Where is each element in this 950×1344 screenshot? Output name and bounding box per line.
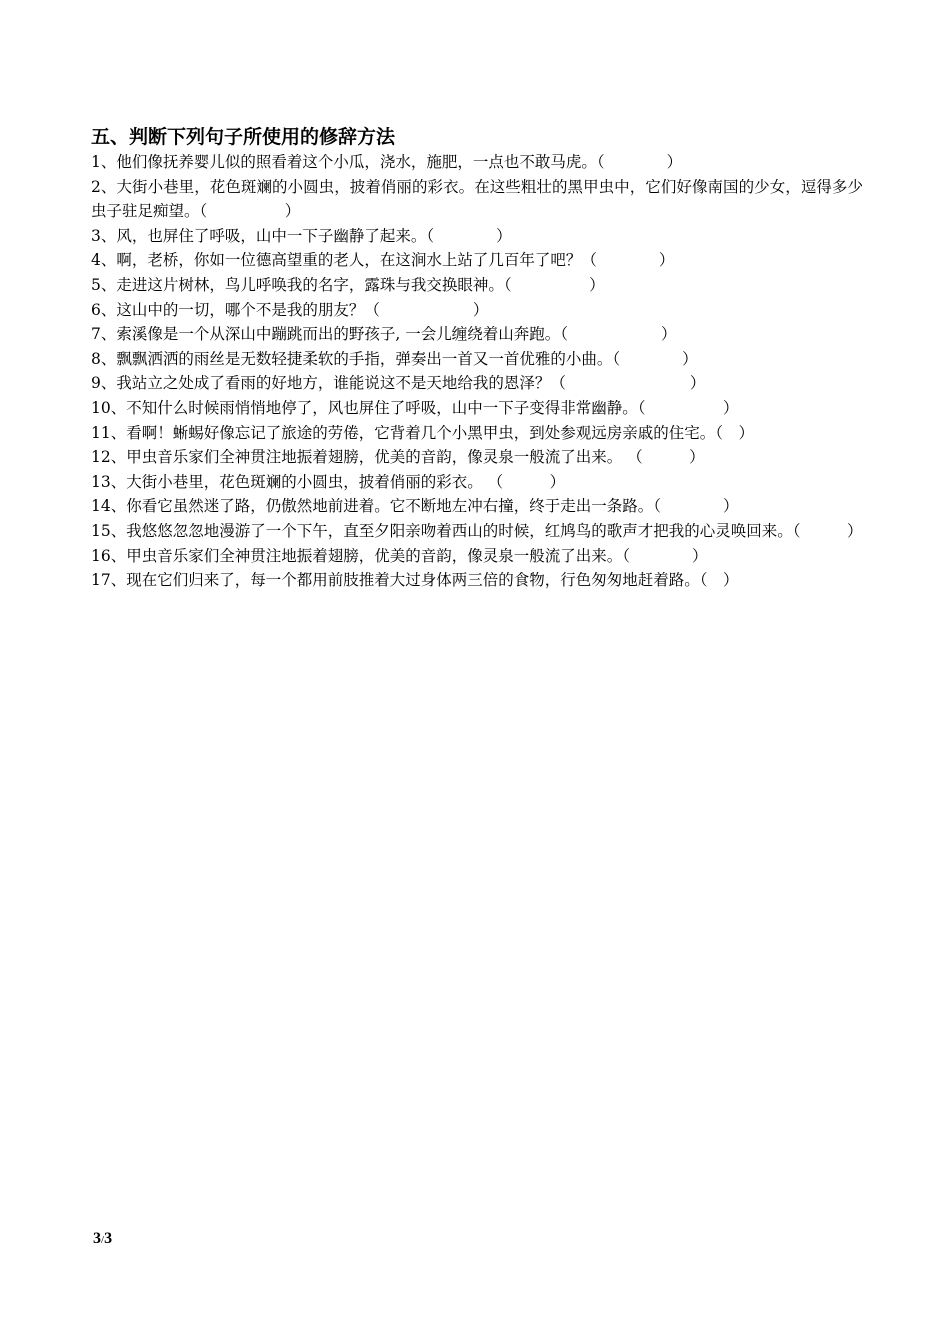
page-number-total: 3 xyxy=(104,1230,113,1247)
question-5: 5、走进这片树林，鸟儿呼唤我的名字，露珠与我交换眼神。（ ） xyxy=(91,275,605,294)
section-title: 五、判断下列句子所使用的修辞方法 xyxy=(91,126,396,148)
page-number-current: 3 xyxy=(93,1230,101,1247)
question-15: 15、我悠悠忽忽地漫游了一个下午，直至夕阳亲吻着西山的时候，红鸠鸟的歌声才把我的心灵唤回来。（ ） xyxy=(91,521,863,540)
question-10: 10、不知什么时候雨悄悄地停了，风也屏住了呼吸，山中一下子变得非常幽静。（ ） xyxy=(91,398,739,417)
question-14: 14、你看它虽然迷了路，仍傲然地前进着。它不断地左冲右撞，终于走出一条路。（ ） xyxy=(91,497,739,516)
question-8: 8、飘飘洒洒的雨丝是无数轻捷柔软的手指，弹奏出一首又一首优雅的小曲。（ ） xyxy=(91,349,698,368)
question-12: 12、甲虫音乐家们全神贯注地振着翅膀，优美的音韵，像灵泉一般流了出来。 （ ） xyxy=(91,448,705,467)
question-11: 11、看啊！蜥蜴好像忘记了旅途的劳倦，它背着几个小黑甲虫，到处参观远房亲戚的住宅。（ ） xyxy=(91,423,754,442)
question-2: 2、大街小巷里，花色斑斓的小圆虫，披着俏丽的彩衣。在这些粗壮的黑甲虫中，它们好像南国的少女，逗得多少虫子驻足痴望。（ ） xyxy=(91,177,863,221)
question-13: 13、大街小巷里，花色斑斓的小圆虫，披着俏丽的彩衣。 （ ） xyxy=(91,472,566,491)
question-6: 6、这山中的一切，哪个不是我的朋友？（ ） xyxy=(91,300,489,319)
page-number-separator: / xyxy=(101,1234,105,1246)
document-content xyxy=(91,124,863,593)
question-17: 17、现在它们归来了，每一个都用前肢推着大过身体两三倍的食物，行色匆匆地赶着路。（ ） xyxy=(91,571,739,590)
question-1: 1、他们像抚养婴儿似的照看着这个小瓜，浇水，施肥，一点也不敢马虎。（ ） xyxy=(91,153,683,171)
question-9: 9、我站立之处成了看雨的好地方，谁能说这不是天地给我的恩泽？（ ） xyxy=(91,374,706,393)
question-list xyxy=(91,150,863,593)
question-7: 7、索溪像是一个从深山中蹦跳而出的野孩子, 一会儿缠绕着山奔跑。（ ） xyxy=(91,325,677,344)
question-4: 4、啊，老桥，你如一位德高望重的老人，在这涧水上站了几百年了吧？（ ） xyxy=(91,251,675,270)
question-16: 16、甲虫音乐家们全神贯注地振着翅膀，优美的音韵，像灵泉一般流了出来。（ ） xyxy=(91,546,708,565)
page-number xyxy=(93,1229,112,1250)
question-3: 3、风，也屏住了呼吸，山中一下子幽静了起来。（ ） xyxy=(91,226,512,245)
